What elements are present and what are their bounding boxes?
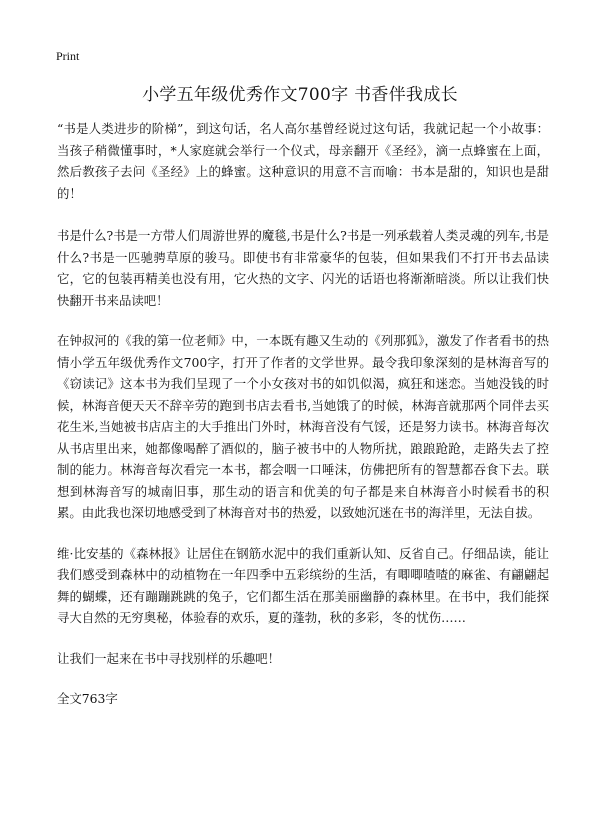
word-count: 全文763字 <box>57 691 118 706</box>
paragraph-2: 书是什么?书是一方带人们周游世界的魔毯,书是什么?书是一列承载着人类灵魂的列车,书是什么?书是一匹驰骋草原的骏马。即使书有非常豪华的包装，但如果我们不打开书去品读它，它的包装再精美也没有用，它火热的文字、闪光的话语也将渐渐暗淡。所以让我们快快翻开书来品读吧！ <box>57 228 550 308</box>
article-title: 小学五年级优秀作文700字 书香伴我成长 <box>142 85 458 105</box>
paragraph-5: 让我们一起来在书中寻找别样的乐趣吧！ <box>57 650 281 666</box>
article-body <box>57 118 549 710</box>
paragraph-1: “书是人类进步的阶梯”，到这句话，名人高尔基曾经说过这句话，我就记起一个小故事：当孩子稍微懂事时，*人家庭就会举行一个仪式，母亲翻开《圣经》，滴一点蜂蜜在上面，然后教孩子去问《圣经》上的蜂蜜。这种意识的用意不言而喻：书本是甜的，知识也是甜的！ <box>57 121 549 201</box>
paragraph-3: 在钟叔河的《我的第一位老师》中，一本既有趣又生动的《列那狐》，激发了作者看书的热情小学五年级优秀作文700字，打开了作者的文学世界。最令我印象深刻的是林海音写的《窃读记》这本书为我们呈现了一个小女孩对书的如饥似渴，疯狂和迷恋。当她没钱的时候，林海音便天天不辞辛劳的跑到书店去看书,当她饿了的时候，林海音就那两个同伴去买花生米,当她被书店店主的大手推出门外时，林海音没有气馁，还是努力读书。林海音每次从书店里出来，她都像喝醉了酒似的，脑子被书中的人物所扰，踉踉跄跄，走路失去了控制的能力。林海音每次看完一本书，都会咽一口唾沫，仿佛把所有的智慧都吞食下去。联想到林海音写的城南旧事，那生动的语言和优美的句子都是来自林海音小时候看书的积累。由此我也深切地感受到了林海音对书的热爱，以致她沉迷在书的海洋里，无法自拔。 <box>57 333 549 520</box>
print-link[interactable]: Print <box>56 49 80 63</box>
paragraph-4: 维·比安基的《森林报》让居住在钢筋水泥中的我们重新认知、反省自己。仔细品读，能让我们感受到森林中的动植物在一年四季中五彩缤纷的生活，有唧唧喳喳的麻雀、有翩翩起舞的蝴蝶，还有蹦蹦跳跳的兔子，它们都生活在那美丽幽静的森林里。在书中，我们能探寻大自然的无穷奥秘，体验春的欢乐，夏的蓬勃，秋的多彩，冬的忧伤…… <box>57 545 549 625</box>
